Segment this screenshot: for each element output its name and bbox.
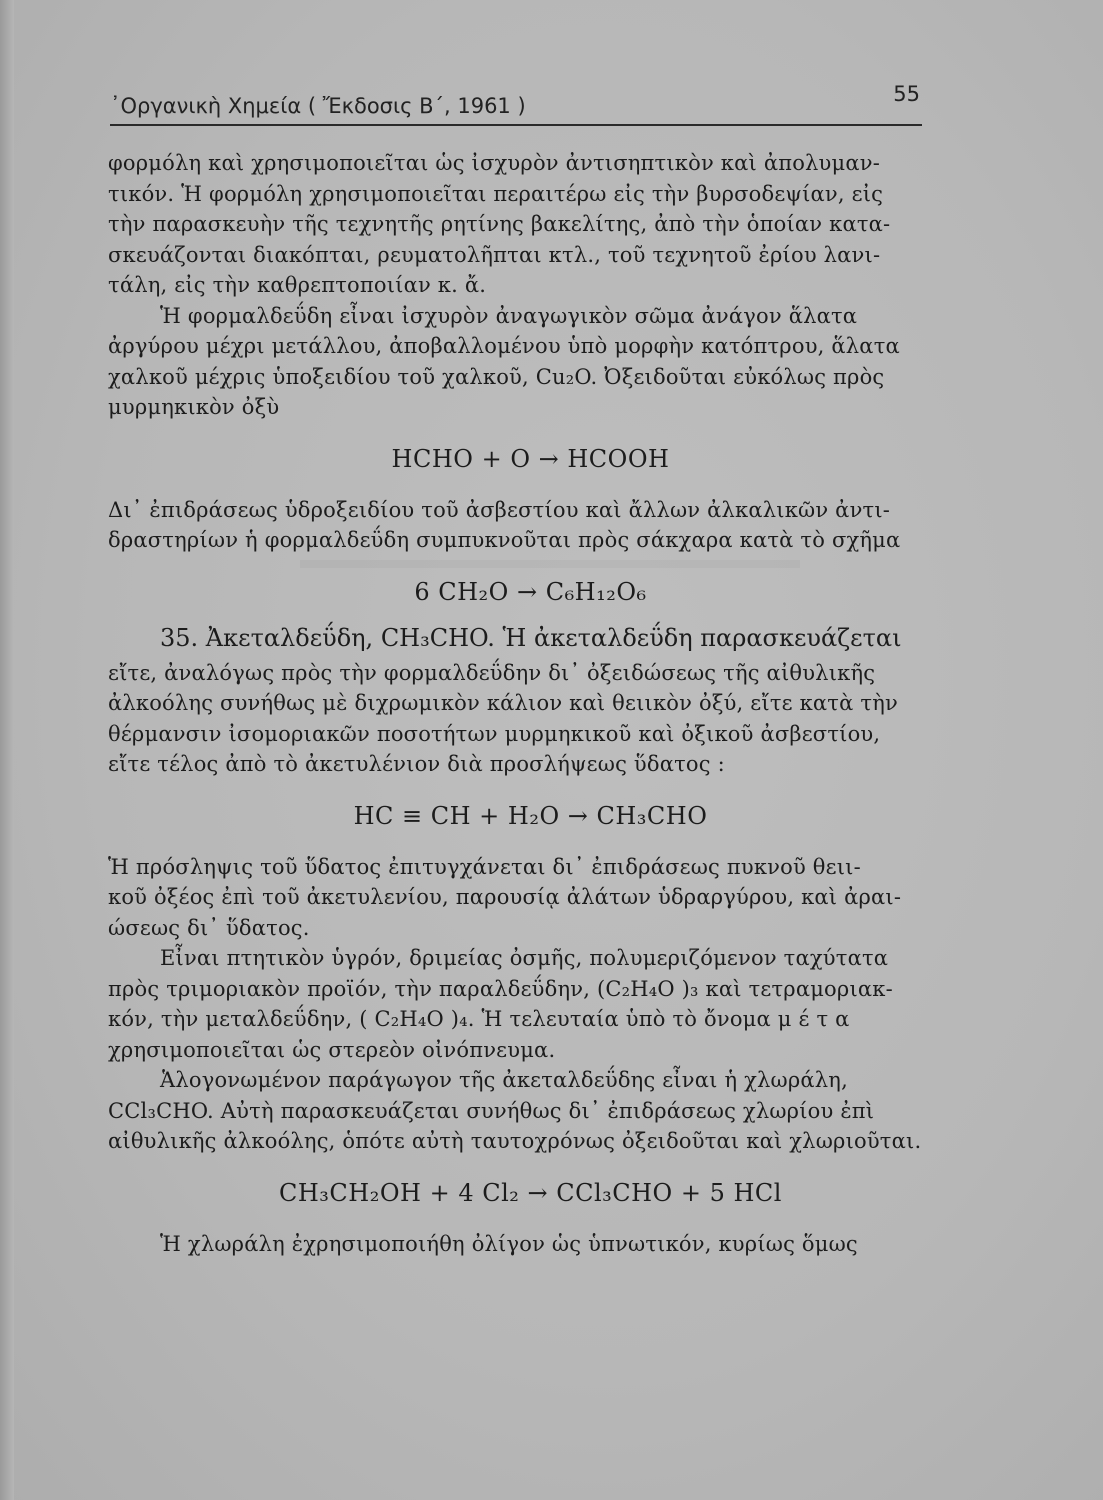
text-line: πρὸς τριμοριακὸν προϊόν, τὴν παραλδεΰδην, (C₂H₄O )₃ καὶ τετραμοριακ-: [108, 976, 893, 1001]
text-line: ἀργύρου μέχρι μετάλλου, ἀποβαλλομένου ὑπὸ μορφὴν κατόπτρου, ἅλατα: [108, 334, 900, 358]
text-line: φορμόλη καὶ χρησιμοποιεῖται ὡς ἰσχυρὸν ἀντισηπτικὸν καὶ ἀπολυμαν-: [108, 151, 881, 175]
text-line: CCl₃CHO. Αὐτὴ παρασκευάζεται συνήθως δι᾽ ἐπιδράσεως χλωρίου ἐπὶ: [108, 1098, 875, 1123]
text-line: σκευάζονται διακόπται, ρευματολῆπται κτλ., τοῦ τεχνητοῦ ἐρίου λανι-: [108, 242, 881, 267]
text-line: Ἁλογονωμένον παράγωγον τῆς ἀκεταλδεΰδης εἶναι ἡ χλωράλη,: [160, 1068, 848, 1092]
text-line: δραστηρίων ἡ φορμαλδεΰδη συμπυκνοῦται πρὸς σάκχαρα κατὰ τὸ σχῆμα: [108, 528, 901, 552]
text-line: Εἶναι πτητικὸν ὑγρόν, δριμείας ὀσμῆς, πολυμεριζόμενον ταχύτατα: [160, 946, 889, 970]
text-line: εἴτε τέλος ἀπὸ τὸ ἀκετυλένιον διὰ προσλήψεως ὕδατος :: [108, 752, 725, 776]
text-line: τὴν παρασκευὴν τῆς τεχνητῆς ρητίνης βακελίτης, ἀπὸ τὴν ὁποίαν κατα-: [108, 212, 891, 236]
page-edge-shadow: [0, 0, 14, 1500]
text-line: τικόν. Ἡ φορμόλη χρησιμοποιεῖται περαιτέρω εἰς τὴν βυρσοδεψίαν, εἰς: [108, 181, 884, 206]
text-line: αἰθυλικῆς ἀλκοόλης, ὁπότε αὐτὴ ταυτοχρόνως ὀξειδοῦται καὶ χλωριοῦται.: [108, 1129, 922, 1153]
text-line: Ἡ πρόσληψις τοῦ ὕδατος ἐπιτυγχάνεται δι᾽ ἐπιδράσεως πυκνοῦ θειι-: [108, 854, 861, 879]
text-line: Ἡ φορμαλδεΰδη εἶναι ἰσχυρὸν ἀναγωγικὸν σῶμα ἀνάγον ἅλατα: [160, 303, 858, 328]
page-number: 55: [893, 82, 920, 106]
text-line: ἀλκοόλης συνήθως μὲ διχρωμικὸν κάλιον καὶ θειικὸν ὀξύ, εἴτε κατὰ τὴν: [108, 691, 898, 715]
equation-acetylene-hydration: HC ≡ CH + H₂O → CH₃CHO: [353, 801, 708, 830]
text-line: κοῦ ὀξέος ἐπὶ τοῦ ἀκετυλενίου, παρουσίᾳ ἀλάτων ὑδραργύρου, καὶ ἀραι-: [108, 885, 902, 909]
text-line: κόν, τὴν μεταλδεΰδην, ( C₂H₄O )₄. Ἡ τελευταία ὑπὸ τὸ ὄνομα μ έ τ α: [108, 1007, 850, 1031]
text-line: Δι᾽ ἐπιδράσεως ὑδροξειδίου τοῦ ἀσβεστίου καὶ ἄλλων ἀλκαλικῶν ἀντι-: [108, 497, 891, 522]
section-heading-acetaldehyde: 35. Ἀκεταλδεΰδη, CH₃CHO. Ἡ ἀκεταλδεΰδη παρασκευάζεται: [160, 623, 902, 652]
equation-sugar-condensation: 6 CH₂O → C₆H₁₂O₆: [414, 577, 647, 606]
text-line: ώσεως δι᾽ ὕδατος.: [108, 915, 310, 940]
text-line: εἴτε, ἀναλόγως πρὸς τὴν φορμαλδεΰδην δι᾽ ὀξειδώσεως τῆς αἰθυλικῆς: [108, 660, 876, 685]
header-title: ᾽Οργανικὴ Χημεία ( Ἔκδοσις Β΄, 1961 ): [110, 94, 526, 118]
text-line: τάλη, εἰς τὴν καθρεπτοποιίαν κ. ἄ.: [108, 273, 487, 297]
running-header: [110, 84, 922, 126]
equation-formic-oxidation: HCHO + O → HCOOH: [391, 444, 670, 473]
text-line: χαλκοῦ μέχρις ὑποξειδίου τοῦ χαλκοῦ, Cu₂O. Ὀξειδοῦται εὐκόλως πρὸς: [108, 364, 885, 389]
text-line: Ἡ χλωράλη ἐχρησιμοποιήθη ὀλίγον ὡς ὑπνωτικόν, κυρίως ὅμως: [160, 1231, 858, 1256]
text-line: μυρμηκικὸν ὀξὺ: [108, 395, 280, 419]
text-line: θέρμανσιν ἰσομοριακῶν ποσοτήτων μυρμηκικοῦ καὶ ὀξικοῦ ἀσβεστίου,: [108, 721, 881, 746]
text-line: χρησιμοποιεῖται ὡς στερεὸν οἰνόπνευμα.: [108, 1037, 556, 1062]
equation-chloral-synthesis: CH₃CH₂OH + 4 Cl₂ → CCl₃CHO + 5 HCl: [279, 1178, 782, 1207]
page-body: [108, 148, 953, 1259]
